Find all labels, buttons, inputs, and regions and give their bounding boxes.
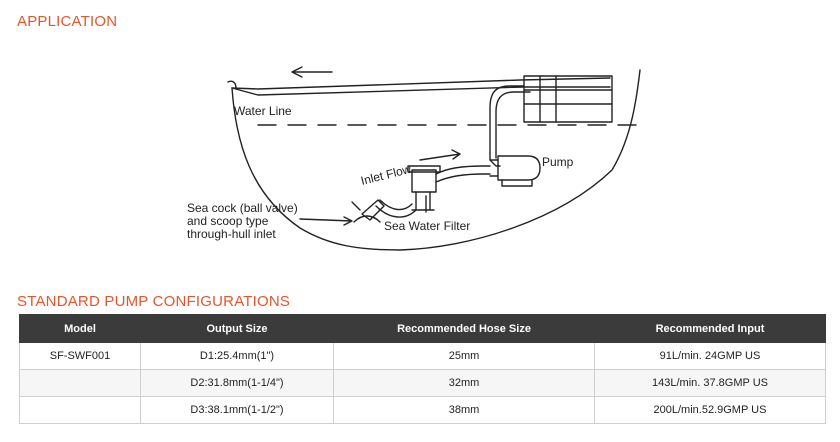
cell-hose-size: 32mm (334, 370, 595, 397)
header-hose-size: Recommended Hose Size (334, 315, 595, 343)
cell-output-size: D2:31.8mm(1-1/4") (141, 370, 334, 397)
header-model: Model (20, 315, 141, 343)
cell-output-size: D1:25.4mm(1") (141, 343, 334, 370)
table-row (20, 343, 826, 370)
application-diagram (0, 40, 840, 290)
inlet-flow-arrow (420, 150, 460, 160)
cell-recommended-input: 200L/min.52.9GMP US (595, 397, 826, 424)
cell-model: SF-SWF001 (20, 343, 141, 370)
inlet-flow-label: Inlet Flow (359, 161, 413, 188)
cell-model (20, 370, 141, 397)
cell-output-size: D3:38.1mm(1-1/2") (141, 397, 334, 424)
deck-line (232, 78, 610, 95)
pump-body (498, 156, 540, 180)
cell-recommended-input: 91L/min. 24GMP US (595, 343, 826, 370)
sea-water-filter-label: Sea Water Filter (384, 219, 471, 233)
application-title: APPLICATION (17, 13, 118, 30)
cell-recommended-input: 143L/min. 37.8GMP US (595, 370, 826, 397)
header-recommended-input: Recommended Input (595, 315, 826, 343)
cell-model (20, 397, 141, 424)
suction-hose (436, 166, 490, 182)
water-line-label: Water Line (234, 104, 292, 118)
header-output-size: Output Size (141, 315, 334, 343)
table-row (20, 370, 826, 397)
sea-cock-label-line2: and scoop type (187, 214, 269, 228)
configurations-title: STANDARD PUMP CONFIGURATIONS (17, 293, 291, 310)
sea-cock-label-line1: Sea cock (ball valve) (187, 201, 298, 215)
bow-tip (228, 81, 236, 88)
filter-body (412, 170, 436, 192)
pump-label: Pump (542, 155, 574, 169)
sea-cock-label-line3: through-hull inlet (187, 227, 276, 241)
cell-hose-size: 38mm (334, 397, 595, 424)
outlet-arrow (292, 67, 332, 77)
outlet-hose (490, 86, 524, 166)
table-header-row (20, 315, 826, 343)
cell-hose-size: 25mm (334, 343, 595, 370)
configurations-table (19, 314, 826, 424)
engine-block (524, 76, 612, 122)
table-row (20, 397, 826, 424)
